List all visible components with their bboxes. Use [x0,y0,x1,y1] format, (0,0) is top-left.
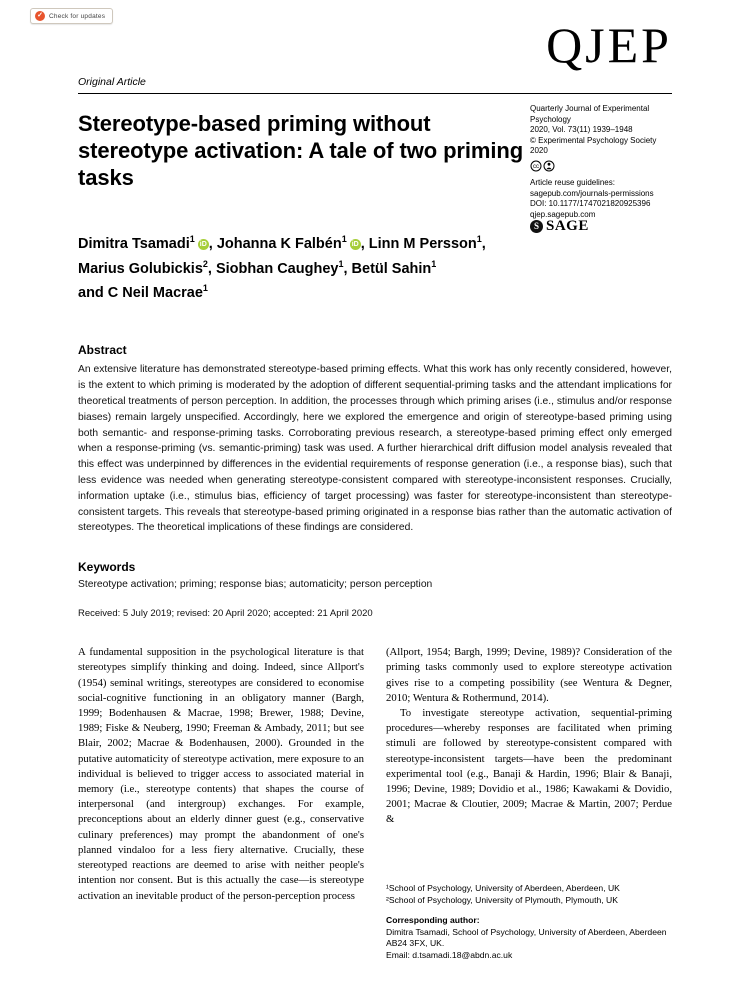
author-name: Linn M Persson$^1$ [368,234,482,252]
orcid-icon[interactable]: iD [199,240,207,248]
abstract-text: An extensive literature has demonstrated stereotype-based priming effects. What this work has only recently considered, however, is the extent to which priming is moderated by the adoption of different sequential-priming tasks and the attendant implications for theoretical treatments of person perception. In addition, the processes through which priming arises (i.e., stimulus and/or response biases) remain largely unspecified. Accordingly, here we explored the emergence and origin of stereotype-based priming using both semantic- and response-priming tasks. Corroborating previous research, a stereotype-based priming effect only emerged when a response-priming (vs. semantic-priming) task was used. A further hierarchical drift diffusion model analysis revealed that this effect was underpinned by differences in the evidential requirements of response generation (i.e., a response bias), such that less evidence was needed when generating stereotype-consistent compared with stereotype-inconsistent responses. Crucially, information uptake (i.e., stimulus bias, efficiency of target processing) was faster for stereotype-inconsistent than stereotype-consistent targets. This reveals that stereotype-based priming originated in a response bias rather than the automatic activation of stereotypes. The theoretical implications of these findings are considered. [78,364,672,534]
reuse-guidelines-link[interactable]: sagepub.com/journals-permissions [530,188,654,198]
body-column-left [78,645,364,961]
author-name: Johanna K Falbén$^1$iD [216,234,359,252]
email-label: Email: [386,949,413,960]
sage-logo-text: SAGE [546,218,589,235]
journal-name: Quarterly Journal of Experimental Psychology [530,104,650,124]
header-rule [78,93,672,94]
abstract-heading: Abstract [78,343,127,358]
corresponding-author-label: Corresponding author: [386,915,480,926]
journal-logo: QJEP [546,17,672,73]
abstract-section [78,343,672,536]
email-link[interactable]: d.tsamadi.18@abdn.ac.uk [412,949,513,960]
affiliation-marker: 1 [476,234,482,244]
reuse-guidelines-label: Article reuse guidelines: [530,178,615,187]
article-type-label: Original Article [78,76,146,88]
journal-info-block [530,104,672,233]
journal-volume: 2020, Vol. 73(11) 1939–1948 [530,125,633,134]
svg-text:cc: cc [533,163,539,170]
footnote-block [386,883,672,961]
body-column-right [386,645,672,961]
orcid-icon[interactable]: iD [351,240,359,248]
author-name: Siobhan Caughey$^1$ [215,258,344,277]
check-for-updates-badge[interactable] [30,8,113,24]
journal-copyright: © Experimental Psychology Society 2020 [530,135,657,155]
keywords-text: Stereotype activation; priming; response bias; automaticity; person perception [78,579,433,591]
affiliation: ²School of Psychology, University of Plymouth, Plymouth, UK [386,894,618,905]
affiliation-list [386,883,672,906]
affiliation-marker: 1 [431,258,437,269]
affiliation-marker: 1 [202,283,208,294]
author-name: Betül Sahin$^1$ [351,258,437,277]
affiliation-marker: 1 [189,234,195,244]
author-name: and C Neil Macrae$^1$ [78,283,208,302]
sage-logo-icon: S [530,220,543,233]
sage-logo [530,220,672,233]
body-paragraph: (Allport, 1954; Bargh, 1999; Devine, 1989)? Consideration of the priming tasks commonly used to explore stereotype activation gives rise to a competing possibility (see Wentura & Degner, 2010; Wentura & Rothermund, 2014). [386,646,672,704]
affiliation-marker: 2 [202,258,208,269]
body-column-right-paras [386,645,672,827]
affiliation: ¹School of Psychology, University of Aberdeen, Aberdeen, UK [386,883,620,894]
corresponding-author-text: Dimitra Tsamadi, School of Psychology, University of Aberdeen, Aberdeen AB24 3FX, UK. [386,926,667,949]
affiliation-marker: 1 [338,258,344,269]
body-paragraph: A fundamental supposition in the psychological literature is that stereotypes simplify thinking and doing. Indeed, since Allport's (1954) seminal writings, stereotypes are considered to economise social-cognitive functioning in an obligatory manner (Bargh, 1999; Bodenhausen & Macrae, 1998; Brewer, 1988; Devine, 1989; Fiske & Neuberg, 1990; Freeman & Ambady, 2011; but see Blair, 2002; Macrae & Bodenhausen, 2000). Grounded in the putative automaticity of stereotype activation, mere exposure to an individual is believed to trigger access to associated material in memory (i.e., stereotype contents) that shapes the course of interpersonal (and intergroup) exchanges. For example, preconceptions about an elderly dinner guest (e.g., conservative culinary preferences) may prompt the abandonment of one's planned vindaloo for a less fiery alternative. Crucially, these stereotyped reactions are deemed to arise with neither people's intention nor consent. But is this actually the case—is stereotype activation an inevitable product of the person-perception process [78,646,364,902]
author-list: Dimitra Tsamadi$^1$iD , Johanna K Falbén$^1$iD , Linn M Persson$^1$, Marius Golubickis$^2$, Siobhan Caughey$^1$, Betül Sahin$^1$ and C Neil Macrae$^1$ [78,234,486,302]
page-title: Stereotype-based priming without stereotype activation: A tale of two priming tasks [78,111,524,190]
author-name: Dimitra Tsamadi$^1$iD [78,234,207,252]
journal-website-link[interactable]: qjep.sagepub.com [530,209,596,219]
keywords-section [78,560,672,590]
received-dates: Received: 5 July 2019; revised: 20 April 2020; accepted: 21 April 2020 [78,608,373,620]
check-for-updates-label: Check for updates [49,12,106,20]
crossmark-icon: ✓ [35,11,45,21]
email-line [386,950,672,962]
doi-text: DOI: 10.1177/1747021820925396 [530,199,651,208]
cc-by-icon [530,160,672,176]
body-paragraph: To investigate stereotype activation, sequential-priming procedures—whereby responses are facilitated when priming stimuli are followed by stereotype-consistent compared with stereotype-inconsistent targets—have been the predominant experimental tool (e.g., Banaji & Hardin, 1996; Blair & Banaji, 1996; Devine, 1989; Dovidio et al., 1986; Kawakami & Dovidio, 2001; Macrae & Cloutier, 2009; Macrae & Martin, 2007; Perdue & [386,707,672,826]
keywords-heading: Keywords [78,560,136,575]
author-name: Marius Golubickis$^2$ [78,258,208,277]
article-body [78,645,672,961]
affiliation-marker: 1 [341,234,347,244]
